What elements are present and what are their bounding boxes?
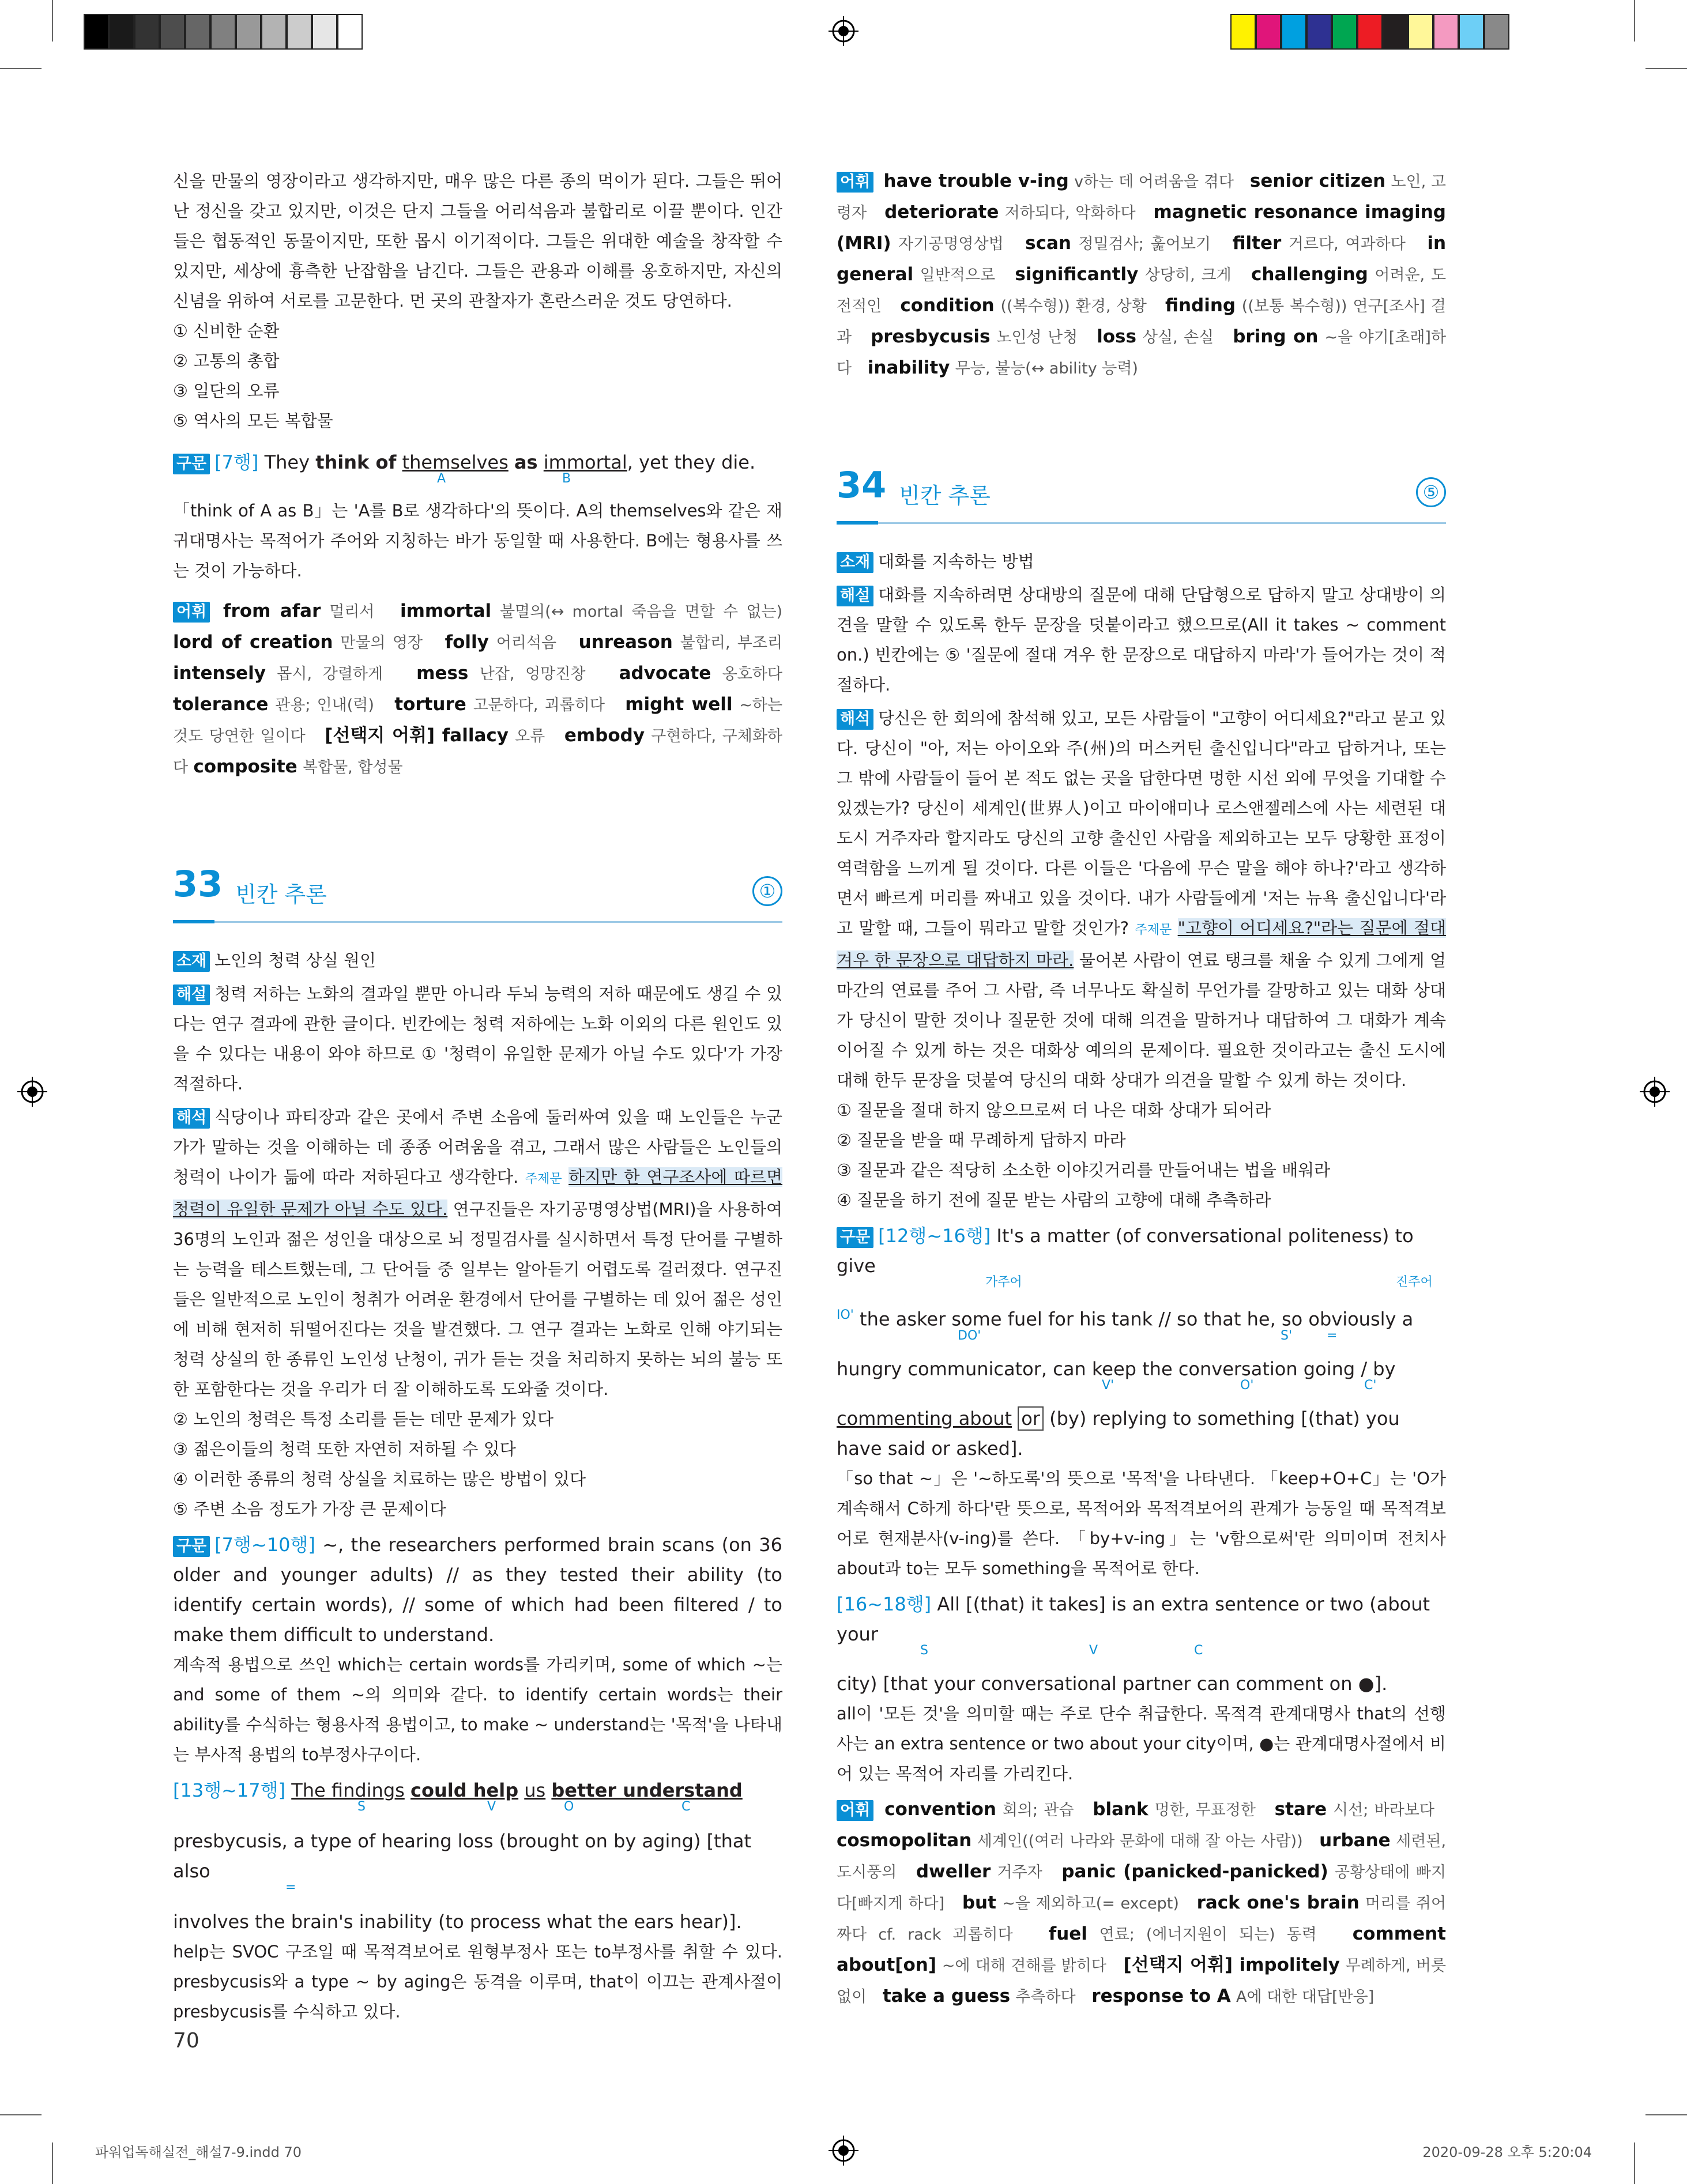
- section-header-34: [837, 464, 1446, 540]
- vocab-word: response to A: [1091, 1985, 1231, 2006]
- vocab-meaning: 난잡, 엉망진창: [479, 665, 586, 683]
- vocab-meaning: 오류: [515, 727, 545, 745]
- vocab-meaning: 상실, 손실: [1142, 329, 1214, 346]
- color-swatch: [210, 14, 236, 50]
- vocabulary-block: [837, 1794, 1446, 2012]
- translation-text: 연구진들은 자기공명영상법(MRI)을 사용하여 36명의 노인과 젊은 성인을 대상으로 뇌 정밀검사를 실시하면서 특정 단어를 구별하는 능력을 테스트했는데, 그 단어들 중 일부는 알아듣기 어렵도록 걸러졌다. 연구진들은 일반적으로 노인이 청취가 어려운 환경에서 단어를 구별하는 데 있어 젊은 성인에 비해 현저히 뒤떨어진다는 것을 발견했다. 그 연구 결과는 노화로 인해 야기되는 청력 상실의 한 종류인 노인성 난청이, 귀가 듣는 것을 처리하지 못하는 뇌의 불능 또한 포함한다는 것을 우리가 더 잘 이해하도록 도와줄 것이다.: [173, 1199, 783, 1399]
- grammar-example-line: [837, 1300, 1446, 1334]
- grammar-text: They: [264, 451, 310, 473]
- vocab-meaning: 노인, 고령자: [837, 173, 1447, 222]
- commentary: [173, 979, 782, 1099]
- label-c-prime: C': [1364, 1378, 1377, 1393]
- vocab-meaning: 회의; 관습: [1002, 1801, 1074, 1819]
- option-item: ④ 이러한 종류의 청력 상실을 치료하는 많은 방법이 있다: [173, 1469, 586, 1489]
- vocab-meaning: 복합물, 합성물: [302, 759, 403, 776]
- grammar-text: the asker some fuel for his tank // so that he, so obviously a: [860, 1308, 1414, 1330]
- crop-mark: [0, 68, 42, 69]
- grammar-example-line: presbycusis, a type of hearing loss (brought on by aging) [that also: [173, 1830, 752, 1882]
- answer-badge: ①: [752, 876, 782, 906]
- vocab-word: embody: [564, 725, 645, 746]
- options-list: [173, 316, 782, 436]
- vocab-word: presbycusis: [871, 326, 991, 347]
- option-item: ② 노인의 청력은 특정 소리를 듣는 데만 문제가 있다: [173, 1409, 554, 1429]
- vocab-meaning: 머리를 쥐어짜다 cf. rack 괴롭히다: [837, 1894, 1447, 1944]
- vocab-meaning: 멍한, 무표정한: [1154, 1801, 1256, 1819]
- options-list: [837, 1095, 1446, 1215]
- color-swatch: [261, 14, 287, 50]
- vocab-meaning: 어려운, 도전적인: [837, 266, 1447, 315]
- color-swatch: [1230, 14, 1256, 50]
- vocab-meaning: ((복수형)) 환경, 상황: [1000, 297, 1147, 315]
- topic-sentence-label: 주제문: [1135, 923, 1172, 937]
- divider: [837, 521, 878, 525]
- commentary-text: 대화를 지속하려면 상대방의 질문에 대해 단답형으로 답하지 말고 상대방이 의견을 말할 수 있도록 한두 문장을 덧붙이라고 했으므로(All it takes ~ comment on.) 빈칸에는 ⑤ '질문에 절대 겨우 한 문장으로 대답하지 마라'가 들어가는 것이 적절하다.: [837, 585, 1446, 695]
- color-swatch: [185, 14, 210, 50]
- divider: [173, 920, 214, 923]
- grammar-object: us: [524, 1779, 546, 1801]
- option-item: ③ 일단의 오류: [173, 381, 280, 401]
- divider: [173, 921, 782, 923]
- line-ref: [7행~10행]: [214, 1534, 315, 1556]
- grammar-text: commenting about: [837, 1407, 1012, 1429]
- vocab-word: unreason: [578, 632, 673, 652]
- option-item: ① 신비한 순환: [173, 321, 280, 341]
- crop-mark: [52, 2142, 53, 2184]
- vocab-word: fuel: [1048, 1923, 1087, 1944]
- color-swatch: [84, 14, 109, 50]
- grammar-labels: [837, 1378, 1446, 1399]
- commentary-tag: 해설: [837, 586, 873, 606]
- vocab-word: from afar: [223, 601, 321, 621]
- vocab-meaning: 불합리, 부조리: [680, 634, 783, 652]
- vocab-meaning: 추측하다: [1015, 1987, 1076, 2006]
- vocab-meaning: A에 대한 대답[반응]: [1236, 1987, 1375, 2006]
- line-ref: [12행~16행]: [878, 1225, 991, 1247]
- grammar-tag: 구문: [173, 454, 210, 474]
- color-swatch: [1408, 14, 1433, 50]
- grammar-labels: [173, 1800, 782, 1820]
- section-title: 빈칸 추론: [235, 882, 327, 907]
- vocab-word: finding: [1165, 295, 1236, 316]
- vocab-meaning: 연료; (에너지원이 되는) 동력: [1099, 1925, 1317, 1944]
- grammar-bold: think of: [315, 451, 397, 473]
- topic-text: 노인의 청력 상실 원인: [214, 950, 376, 970]
- vocab-meaning: 저하되다, 악화하다: [1004, 204, 1136, 222]
- commentary: [837, 580, 1446, 700]
- vocab-word: rack one's brain: [1196, 1892, 1360, 1913]
- vocab-word: cosmopolitan: [837, 1830, 972, 1851]
- vocab-word: take a guess: [882, 1985, 1011, 2006]
- label-c: C: [681, 1800, 691, 1814]
- label-s-prime: S': [1281, 1328, 1293, 1343]
- topic-line: [837, 546, 1446, 576]
- vocab-meaning: 일반적으로: [920, 266, 996, 284]
- color-swatch: [287, 14, 312, 50]
- vocab-meaning: ~을 제외하고(= except): [1002, 1894, 1179, 1913]
- vocab-meaning: 구현하다, 구체화하다: [173, 727, 782, 776]
- vocab-meaning: 어리석음: [496, 634, 557, 652]
- vocab-word: filter: [1232, 233, 1282, 254]
- grammar-note: help는 SVOC 구조일 때 목적격보어로 원형부정사 또는 to부정사를 취할 수 있다. presbycusis와 a type ~ by aging은 동격을 이루며, that이 이끄는 관계사절이 presbycusis를 수식하고 있다.: [173, 1942, 782, 2021]
- vocab-meaning: 정밀검사; 훑어보기: [1078, 235, 1211, 253]
- vocab-word: folly: [445, 632, 489, 652]
- color-swatch: [1306, 14, 1332, 50]
- color-swatch: [1357, 14, 1383, 50]
- vocab-word: magnetic resonance imaging (MRI): [837, 202, 1446, 254]
- translation-tag: 해석: [837, 709, 873, 730]
- grammar-labels: [837, 1275, 1446, 1296]
- section-title: 빈칸 추론: [899, 483, 991, 508]
- crop-mark: [0, 2114, 42, 2115]
- color-swatch: [1484, 14, 1509, 50]
- line-ref: [16~18행]: [837, 1593, 932, 1615]
- crop-mark: [1634, 0, 1635, 42]
- grammar-example-line: [837, 1404, 1446, 1463]
- vocab-word: composite: [193, 756, 298, 777]
- grammar-example: [837, 1589, 1446, 1649]
- topic-line: [173, 945, 782, 975]
- label-s: S: [920, 1643, 928, 1658]
- color-swatch: [337, 14, 363, 50]
- vocab-word: in general: [837, 233, 1447, 285]
- vocab-word: [선택지 어휘] impolitely: [1123, 1954, 1340, 1975]
- vocab-word: comment about[on]: [837, 1923, 1446, 1975]
- page-number: 70: [173, 2029, 199, 2053]
- vocab-word: lord of creation: [173, 632, 333, 652]
- crop-mark: [1634, 2142, 1635, 2184]
- topic-tag: 소재: [837, 552, 873, 573]
- color-swatch: [134, 14, 160, 50]
- vocab-meaning: 몹시, 강렬하게: [277, 665, 383, 683]
- grammar-example-line: hungry communicator, can keep the conversation going / by: [837, 1357, 1396, 1380]
- option-item: ③ 질문과 같은 적당히 소소한 이야깃거리를 만들어내는 법을 배워라: [837, 1160, 1331, 1180]
- vocab-meaning: 옹호하다: [722, 665, 783, 683]
- vocab-meaning: 거주자: [997, 1863, 1042, 1881]
- vocab-word: intensely: [173, 663, 266, 684]
- label-io: IO': [837, 1308, 854, 1322]
- grammar-example: [837, 1221, 1446, 1281]
- label-v: V: [1089, 1643, 1098, 1658]
- grammar-example: [173, 1530, 782, 1650]
- vocab-meaning: 관용; 인내(력): [275, 696, 374, 714]
- color-swatch: [1256, 14, 1281, 50]
- registration-mark-icon: [829, 2136, 858, 2166]
- grammar-tag: 구문: [173, 1536, 210, 1557]
- color-swatch-bar: [1230, 14, 1509, 50]
- grammar-text: ~, the researchers performed brain scans (on 36 older and younger adults) // as they tested their ability (to identify certain words), // some of which had been filtered / to make them difficult to understand.: [173, 1534, 783, 1646]
- grammar-boxed-word: or: [1018, 1406, 1044, 1431]
- option-item: ③ 젊은이들의 청력 또한 자연히 저하될 수 있다: [173, 1439, 516, 1459]
- vocab-meaning: 세계인((여러 나라와 문화에 대해 잘 아는 사람)): [977, 1832, 1303, 1850]
- color-swatch: [236, 14, 261, 50]
- color-swatch: [1281, 14, 1306, 50]
- vocab-word: torture: [394, 694, 466, 715]
- grammar-example-line: involves the brain's inability (to process what the ears hear)].: [173, 1911, 742, 1933]
- translation: [837, 703, 1446, 1095]
- option-item: ② 질문을 받을 때 무례하게 답하지 마라: [837, 1130, 1126, 1150]
- grammar-note: 「so that ~」은 '~하도록'의 뜻으로 '목적'을 나타낸다. 「keep+O+C」는 'O가 계속해서 C하게 하다'란 뜻으로, 목적어와 목적격보어의 관계가 능동일 때 목적격보어로 현재분사(v-ing)를 쓴다. 「by+v-ing」는 'v함으로써'란 의미이며 전치사 about과 to는 모두 something을 목적어로 한다.: [837, 1468, 1446, 1578]
- grammar-note: 「think of A as B」는 'A를 B로 생각하다'의 뜻이다. A의 themselves와 같은 재귀대명사는 목적어가 주어와 지칭하는 바가 동일할 때 사용한다. B에는 형용사를 쓰는 것이 가능하다.: [173, 501, 782, 580]
- vocab-meaning: ~을 야기[초래]하다: [837, 329, 1447, 378]
- right-column: [837, 166, 1446, 2012]
- topic-sentence: 하지만 한 연구조사에 따르면 청력이 유일한 문제가 아닐 수도 있다.: [173, 1167, 783, 1219]
- grammar-verb: could help: [410, 1779, 519, 1801]
- commentary-text: 청력 저하는 노화의 결과일 뿐만 아니라 두뇌 능력의 저하 때문에도 생길 수 있다는 연구 결과에 관한 글이다. 빈칸에는 청력 저하에는 노화 이외의 다른 원인도 있을 수 있다는 내용이 와야 하므로 ① '청력이 유일한 문제가 아닐 수도 있다'가 가장 적절하다.: [173, 984, 782, 1093]
- grammar-labels: [837, 1643, 1446, 1664]
- label-a: A: [437, 471, 446, 486]
- footer-filename: 파워업독해실전_해설7-9.indd 70: [95, 2144, 302, 2160]
- grammar-labels: [837, 1328, 1446, 1349]
- label-c: C: [1194, 1643, 1203, 1658]
- label-dummy-subject: 가주어: [985, 1275, 1022, 1289]
- section-number: 33: [173, 863, 223, 905]
- color-swatch: [1459, 14, 1484, 50]
- vocab-word: challenging: [1251, 264, 1368, 285]
- vocab-word: loss: [1097, 326, 1136, 347]
- label-v-prime: V': [1102, 1378, 1114, 1393]
- grammar-underlined: themselves: [402, 451, 509, 473]
- color-swatch: [1332, 14, 1357, 50]
- line-ref: [13행~17행]: [173, 1779, 286, 1801]
- label-o-prime: O': [1240, 1378, 1254, 1393]
- grammar-text: It's a matter (of conversational politeness) to give: [837, 1225, 1414, 1277]
- option-item: ① 질문을 절대 하지 않으므로써 더 나은 대화 상대가 되어라: [837, 1100, 1271, 1120]
- section-header-33: [173, 863, 782, 938]
- vocab-word: significantly: [1015, 264, 1139, 285]
- left-column: [173, 166, 782, 2027]
- grammar-subject: The findings: [291, 1779, 405, 1801]
- grammar-example: [173, 447, 782, 477]
- vocab-meaning: ~하는 것도 당연한 일이다: [173, 696, 783, 745]
- vocab-meaning: 고문하다, 괴롭히다: [473, 696, 605, 714]
- vocab-meaning: 세련된, 도시풍의: [837, 1832, 1447, 1881]
- vocab-word: condition: [900, 295, 995, 316]
- translation: [173, 1102, 782, 1404]
- vocab-meaning: 불멸의(↔ mortal 죽음을 면할 수 없는): [499, 603, 783, 621]
- vocab-word: urbane: [1319, 1830, 1391, 1851]
- registration-mark-icon: [829, 16, 858, 46]
- vocab-tag: 어휘: [837, 1800, 873, 1821]
- color-swatch: [1383, 14, 1408, 50]
- grammar-labels: [173, 471, 782, 492]
- translation-text: 물어본 사람이 연료 탱크를 채울 수 있게 그에게 얼마간의 연료를 주어 그 사람, 즉 너무나도 확실히 무언가를 갈망하고 있는 대화 상대가 당신이 말한 것이나 질문한 것에 대해 의견을 말하거나 대답하여 그 대화가 계속 이어질 수 있게 하는 것은 대화상 예의의 문제이다. 필요한 것이라고는 출신 도시에 대해 한두 문장을 덧붙여 당신의 대화 상대가 의견을 말할 수 있게 하는 것이다.: [837, 950, 1447, 1090]
- vocab-word: tolerance: [173, 694, 269, 715]
- option-item: ⑤ 주변 소음 정도가 가장 큰 문제이다: [173, 1499, 446, 1519]
- divider: [837, 522, 1446, 524]
- vocab-meaning: ~에 대해 견해를 밝히다: [942, 1956, 1106, 1975]
- vocab-word: might well: [625, 694, 733, 715]
- vocab-meaning: v하는 데 어려움을 겪다: [1074, 173, 1234, 191]
- vocab-word: stare: [1274, 1798, 1327, 1820]
- vocab-word: scan: [1025, 233, 1071, 254]
- vocab-meaning: 거르다, 여과하다: [1288, 235, 1406, 253]
- label-do: DO': [958, 1328, 981, 1343]
- vocab-meaning: ((보통 복수형)) 연구[조사] 결과: [837, 297, 1447, 346]
- vocab-word: immortal: [400, 601, 492, 621]
- vocab-word: advocate: [619, 663, 711, 684]
- vocab-word: inability: [867, 357, 950, 378]
- grammar-example: [173, 1775, 782, 1805]
- vocab-meaning: 상당히, 크게: [1144, 266, 1232, 284]
- grammar-bold: as: [514, 451, 538, 473]
- vocab-word: blank: [1093, 1798, 1148, 1820]
- label-v: V: [487, 1800, 496, 1814]
- topic-sentence-label: 주제문: [525, 1172, 562, 1186]
- grammar-tag: 구문: [837, 1227, 873, 1248]
- grammar-text: All [(that) it takes] is an extra sentence or two (about your: [837, 1593, 1430, 1645]
- vocab-word: convention: [884, 1798, 996, 1820]
- option-item: ④ 질문을 하기 전에 질문 받는 사람의 고향에 대해 추측하라: [837, 1190, 1271, 1210]
- label-equal: =: [285, 1880, 296, 1895]
- footer-timestamp: 2020-09-28 오후 5:20:04: [1422, 2144, 1592, 2160]
- gray-swatch-bar: [84, 14, 363, 50]
- vocab-tag: 어휘: [837, 172, 873, 193]
- topic-sentence: "고향이 어디세요?"라는 질문에 절대 겨우 한 문장으로 대답하지 마라.: [837, 918, 1447, 970]
- vocab-meaning: 만물의 영장: [340, 634, 423, 652]
- vocab-meaning: 노인성 난청: [996, 329, 1078, 346]
- vocab-meaning: 무능, 불능(↔ ability 능력): [955, 360, 1138, 378]
- vocabulary-block: [173, 596, 782, 783]
- options-list: [173, 1404, 782, 1524]
- vocab-word: deteriorate: [884, 202, 999, 222]
- translation-tag: 해석: [173, 1108, 210, 1129]
- line-ref: [7행]: [214, 451, 259, 473]
- grammar-labels: [173, 1880, 782, 1901]
- translation-text: 당신은 한 회의에 참석해 있고, 모든 사람들이 "고향이 어디세요?"라고 묻고 있다. 당신이 "아, 저는 아이오와 주(州)의 머스커틴 출신입니다"라고 답하거나, 또는 그 밖에 사람들이 들어 본 적도 없는 곳을 답한다면 멍한 시선 외에 무엇을 기대할 수 있겠는가? 당신이 세계인(世界人)이고 마이애미나 로스앤젤레스에 사는 세련된 대도시 거주자라 할지라도 당신의 고향 출신인 사람을 제외하고는 모두 당황한 표정이 역력함을 느끼게 될 것이다. 다른 이들은 '다음에 무슨 말을 해야 하나?'라고 생각하면서 빠르게 머리를 짜내고 있을 것이다. 내가 사람들에게 '저는 뉴욕 출신입니다'라고 말할 때, 그들이 뭐라고 말할 것인가?: [837, 708, 1446, 938]
- commentary-tag: 해설: [173, 985, 210, 1005]
- crop-mark: [1645, 2114, 1687, 2115]
- grammar-text: (by) replying to something [(that) you have said or asked].: [837, 1407, 1400, 1459]
- answer-badge: ⑤: [1416, 477, 1446, 507]
- topic-tag: 소재: [173, 951, 210, 972]
- vocab-tag: 어휘: [173, 602, 210, 623]
- label-s: S: [357, 1800, 366, 1814]
- vocab-word: bring on: [1233, 326, 1319, 347]
- section-number: 34: [837, 464, 887, 506]
- vocab-meaning: 멀리서: [329, 603, 375, 621]
- vocab-word: have trouble v-ing: [883, 171, 1069, 191]
- vocab-meaning: 무례하게, 버릇없이: [837, 1956, 1447, 2006]
- label-b: B: [562, 471, 571, 486]
- vocab-word: panic (panicked-panicked): [1061, 1861, 1328, 1882]
- translation-continued: 신을 만물의 영장이라고 생각하지만, 매우 많은 다른 종의 먹이가 된다. 그들은 뛰어난 정신을 갖고 있지만, 이것은 단지 그들을 어리석음과 불합리로 이끌 뿐이다. 인간들은 협동적인 동물이지만, 또한 몹시 이기적이다. 그들은 위대한 예술을 창작할 수 있지만, 세상에 흉측한 난잡함을 남긴다. 그들은 관용과 이해를 옹호하지만, 자신의 신념을 위하여 서로를 고문한다. 먼 곳의 관찰자가 혼란스러운 것도 당연하다.: [173, 171, 782, 311]
- vocab-meaning: 공황상태에 빠지다[빠지게 하다]: [837, 1863, 1447, 1913]
- crop-mark: [52, 0, 53, 42]
- grammar-complement: better understand: [551, 1779, 743, 1801]
- grammar-text: , yet they die.: [627, 451, 756, 473]
- translation-text: 식당이나 파티장과 같은 곳에서 주변 소음에 둘러싸여 있을 때 노인들은 누군가가 말하는 것을 이해하는 데 종종 어려움을 겪고, 그래서 많은 사람들은 노인들의 청력이 나이가 듦에 따라 저하된다고 생각한다.: [173, 1107, 782, 1187]
- vocabulary-block: [837, 166, 1446, 384]
- vocab-word: mess: [416, 663, 469, 684]
- label-real-subject: 진주어: [1396, 1275, 1433, 1289]
- vocab-word: [선택지 어휘] fallacy: [325, 725, 509, 746]
- color-swatch: [160, 14, 185, 50]
- topic-text: 대화를 지속하는 방법: [878, 552, 1034, 571]
- vocab-word: dweller: [916, 1861, 991, 1882]
- color-swatch: [312, 14, 337, 50]
- grammar-underlined: immortal: [543, 451, 627, 473]
- vocab-meaning: 시선; 바라보다: [1333, 1801, 1434, 1819]
- color-swatch: [109, 14, 134, 50]
- vocab-word: senior citizen: [1249, 171, 1386, 191]
- grammar-note: all이 '모든 것'을 의미할 때는 주로 단수 취급한다. 목적격 관계대명사 that의 선행사는 an extra sentence or two about your city이며, ●는 관계대명사절에서 비어 있는 목적어 자리를 가리킨다.: [837, 1703, 1446, 1783]
- vocab-meaning: 자기공명영상법: [898, 235, 1004, 253]
- grammar-example-line: city) [that your conversational partner can comment on ●].: [837, 1672, 1388, 1695]
- color-swatch: [1433, 14, 1459, 50]
- grammar-note: 계속적 용법으로 쓰인 which는 certain words를 가리키며, some of which ~는 and some of them ~의 의미와 같다. to identify certain words는 their ability를 수식하는 형용사적 용법이고, to make ~ understand는 '목적'을 나타내는 부사적 용법의 to부정사구이다.: [173, 1655, 782, 1764]
- crop-mark: [1645, 68, 1687, 69]
- registration-mark-icon: [1640, 1077, 1670, 1107]
- option-item: ⑤ 역사의 모든 복합물: [173, 411, 333, 431]
- vocab-word: but: [962, 1892, 996, 1913]
- label-equal: =: [1327, 1328, 1338, 1343]
- option-item: ② 고통의 총합: [173, 351, 280, 371]
- registration-mark-icon: [17, 1077, 47, 1107]
- label-o: O: [564, 1800, 574, 1814]
